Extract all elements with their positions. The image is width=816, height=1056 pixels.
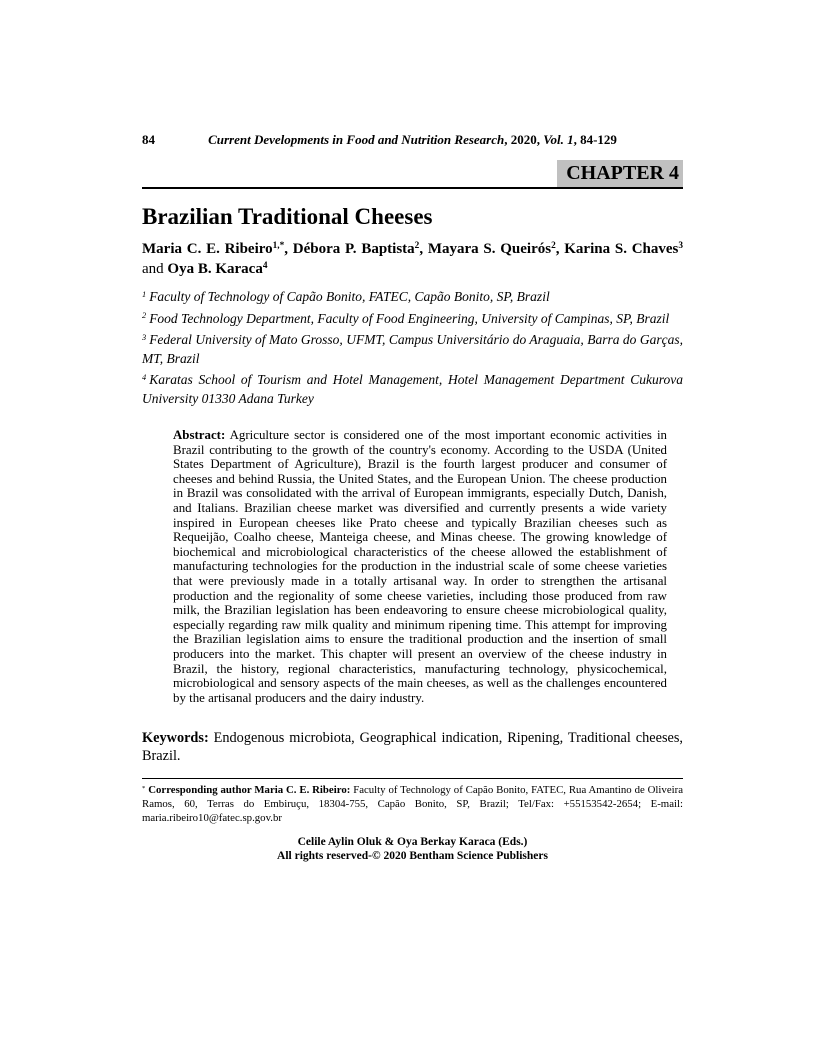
footnote-label: Corresponding author Maria C. E. Ribeiro: — [148, 784, 351, 797]
author-affiliation-mark: 1,* — [272, 241, 285, 252]
affiliation-text: Federal University of Mato Grosso, UFMT, Campus Universitário do Araguaia, Barra do Garças, MT, Brazil — [142, 332, 683, 366]
author-affiliation-mark: 2 — [551, 241, 556, 252]
affiliation-number: 2 — [142, 311, 147, 321]
affiliation-item — [142, 371, 683, 408]
affiliation-text: Faculty of Technology of Capão Bonito, FATEC, Capão Bonito, SP, Brazil — [149, 289, 550, 304]
author-affiliation-mark: 2 — [414, 241, 420, 252]
footnote-marker: * — [142, 784, 146, 792]
author-affiliation-mark: 4 — [262, 261, 268, 272]
author-separator: , — [284, 241, 293, 257]
keywords-text: Endogenous microbiota, Geographical indication, Ripening, Traditional cheeses, Brazil. — [142, 730, 684, 765]
page-number: 84 — [142, 132, 155, 147]
author-name: Maria C. E. Ribeiro — [142, 241, 273, 257]
authors-line — [142, 239, 683, 279]
chapter-rule — [142, 160, 683, 189]
abstract-text: Agriculture sector is considered one of the most important economic activities in Brazil contributing to the growth of the country's economy. According to the USDA (United States Department of Agriculture), Brazil is the fourth largest producer and consumer of cheeses and behind Russia, the United States, and the European Union. The cheese production in Brazil was consolidated with the arrival of European immigrants, especially Dutch, Danish, and Italians. Brazilian cheese market was diversified and currently presents a wide variety inspired in European cheeses like Prato cheese and typically Brazilian cheeses such as Requeijão, Coalho cheese, Manteiga cheese, and Minas cheese. The growing knowledge of biochemical and microbiological characteristics of the cheese allowed the establishment of manufacturing technologies for the production in the industrial scale of some cheese varieties that were previously made in a totally artisanal way. In order to strengthen the artisanal production and the regionality of some cheese varieties, including those produced from raw milk, the Brazilian legislation has been endeavoring to ensure cheese microbiological quality, especially regarding raw milk quality and minimum ripening time. This attempt for improving the Brazilian legislation aims to ensure the traditional production and the insertion of small producers into the market. This chapter will present an overview of the cheese industry in Brazil, the history, regional characteristics, manufacturing technology, physicochemical, microbiological and sensory aspects of the main cheeses, as well as the challenges encountered by the artisanal producers and the dairy industry. — [173, 428, 667, 705]
affiliations-block — [142, 288, 683, 408]
abstract-paragraph — [173, 428, 667, 705]
keywords-label: Keywords: — [142, 730, 209, 747]
affiliation-item — [142, 288, 683, 307]
author-name: Débora P. Baptista — [292, 241, 415, 257]
author-name: Oya B. Karaca — [167, 261, 263, 277]
affiliation-number: 1 — [142, 289, 147, 299]
corresponding-author-footnote — [142, 778, 683, 825]
running-title-volume: Vol. 1 — [543, 132, 574, 147]
page-header — [142, 131, 683, 148]
author-separator: , — [419, 241, 428, 257]
affiliation-item — [142, 310, 683, 329]
author-affiliation-mark: 3 — [678, 241, 684, 252]
running-title-sep1: , 2020, — [504, 132, 544, 147]
affiliation-item — [142, 331, 683, 368]
chapter-title: Brazilian Traditional Cheeses — [142, 204, 433, 229]
affiliation-number: 3 — [142, 332, 147, 342]
author-separator: and — [142, 261, 168, 277]
author-name: Mayara S. Queirós — [427, 241, 552, 257]
affiliation-text: Karatas School of Tourism and Hotel Management, Hotel Management Department Cukurova University 01330 Adana Turkey — [142, 372, 683, 406]
footnote-text: Faculty of Technology of Capão Bonito, FATEC, Rua Amantino de Oliveira Ramos, 60, Terras do Embiruçu, 18304-755, Capão Bonito, SP, Brazil; Tel/Fax: +55153542-2654; E-mail: maria.ribeiro10@fatec.sp.gov.br — [142, 784, 683, 824]
imprint-rights: All rights reserved-© 2020 Bentham Science Publishers — [277, 849, 548, 862]
running-title-pages: , 84-129 — [573, 132, 617, 147]
affiliation-text: Food Technology Department, Faculty of Food Engineering, University of Campinas, SP, Brazil — [149, 310, 670, 326]
imprint-editors: Celile Aylin Oluk & Oya Berkay Karaca (Eds.) — [297, 835, 528, 848]
keywords-paragraph — [142, 729, 683, 765]
chapter-badge: CHAPTER 4 — [557, 160, 683, 187]
abstract-label: Abstract: — [173, 428, 226, 442]
running-title-journal: Current Developments in Food and Nutrition Research — [208, 132, 505, 147]
author-separator: , — [555, 241, 565, 257]
affiliation-number: 4 — [142, 372, 147, 382]
publisher-imprint — [142, 835, 683, 863]
author-name: Karina S. Chaves — [564, 241, 679, 257]
running-title — [142, 131, 683, 148]
